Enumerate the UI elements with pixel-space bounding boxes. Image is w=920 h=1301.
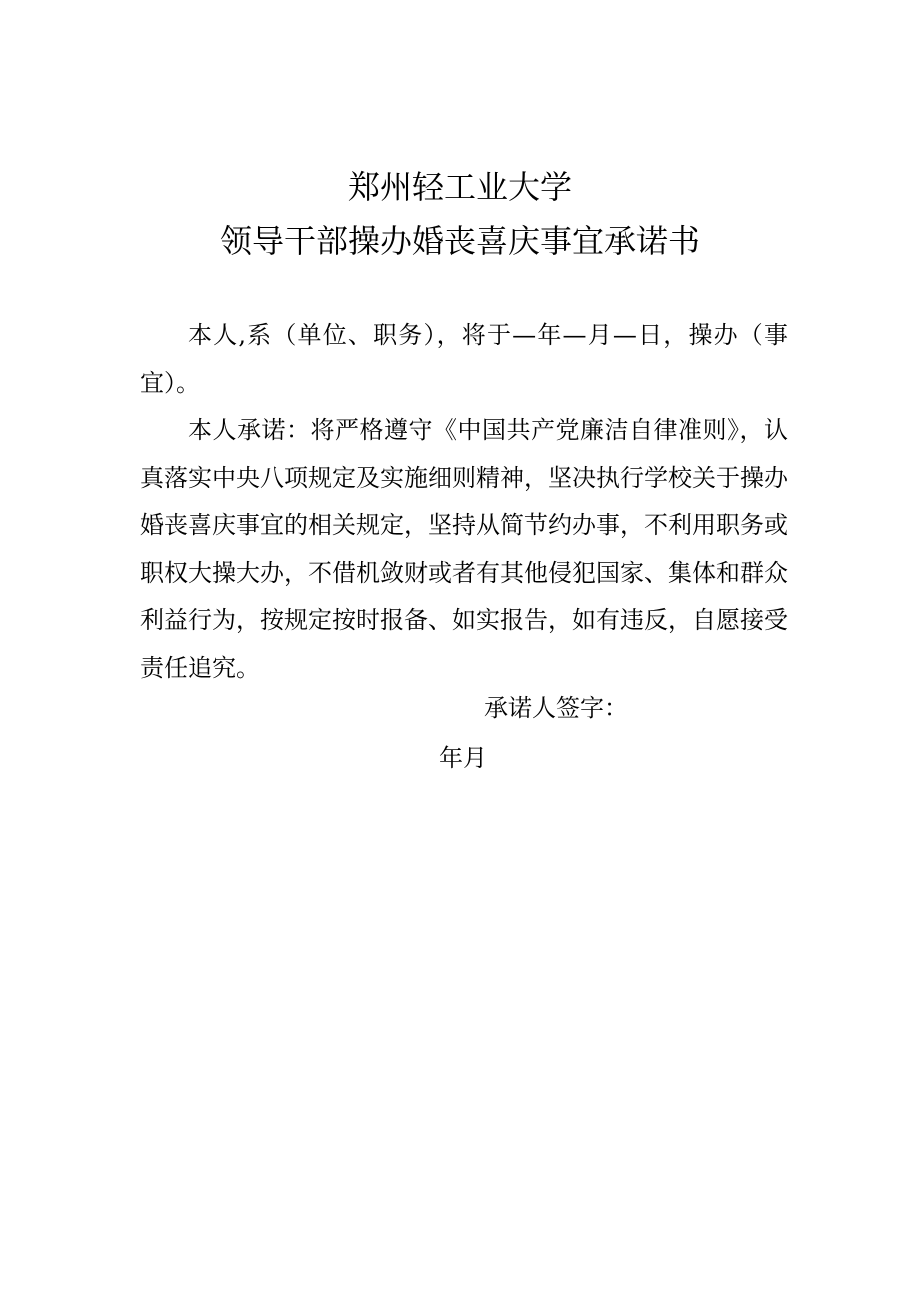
- document-body: [140, 312, 788, 692]
- paragraph-commitment: 本人承诺：将严格遵守《中国共产党廉洁自律准则》，认真落实中央八项规定及实施细则精神，坚决执行学校关于操办婚丧喜庆事宜的相关规定，坚持从简节约办事，不利用职务或职权大操大办，不借机敛财或者有其他侵犯国家、集体和群众利益行为，按规定按时报备、如实报告，如有违反，自愿接受责任追究。: [140, 416, 788, 682]
- date-label: 年月: [439, 744, 487, 772]
- signature-label: 承诺人签字：: [484, 694, 628, 722]
- document-title: [0, 160, 920, 268]
- title-commitment: 领导干部操办婚丧喜庆事宜承诺书: [219, 222, 700, 260]
- title-university: 郑州轻工业大学: [347, 168, 572, 206]
- paragraph-event-info: 本人,系（单位、职务），将于—年—月—日，操办（事宜）。: [140, 321, 788, 397]
